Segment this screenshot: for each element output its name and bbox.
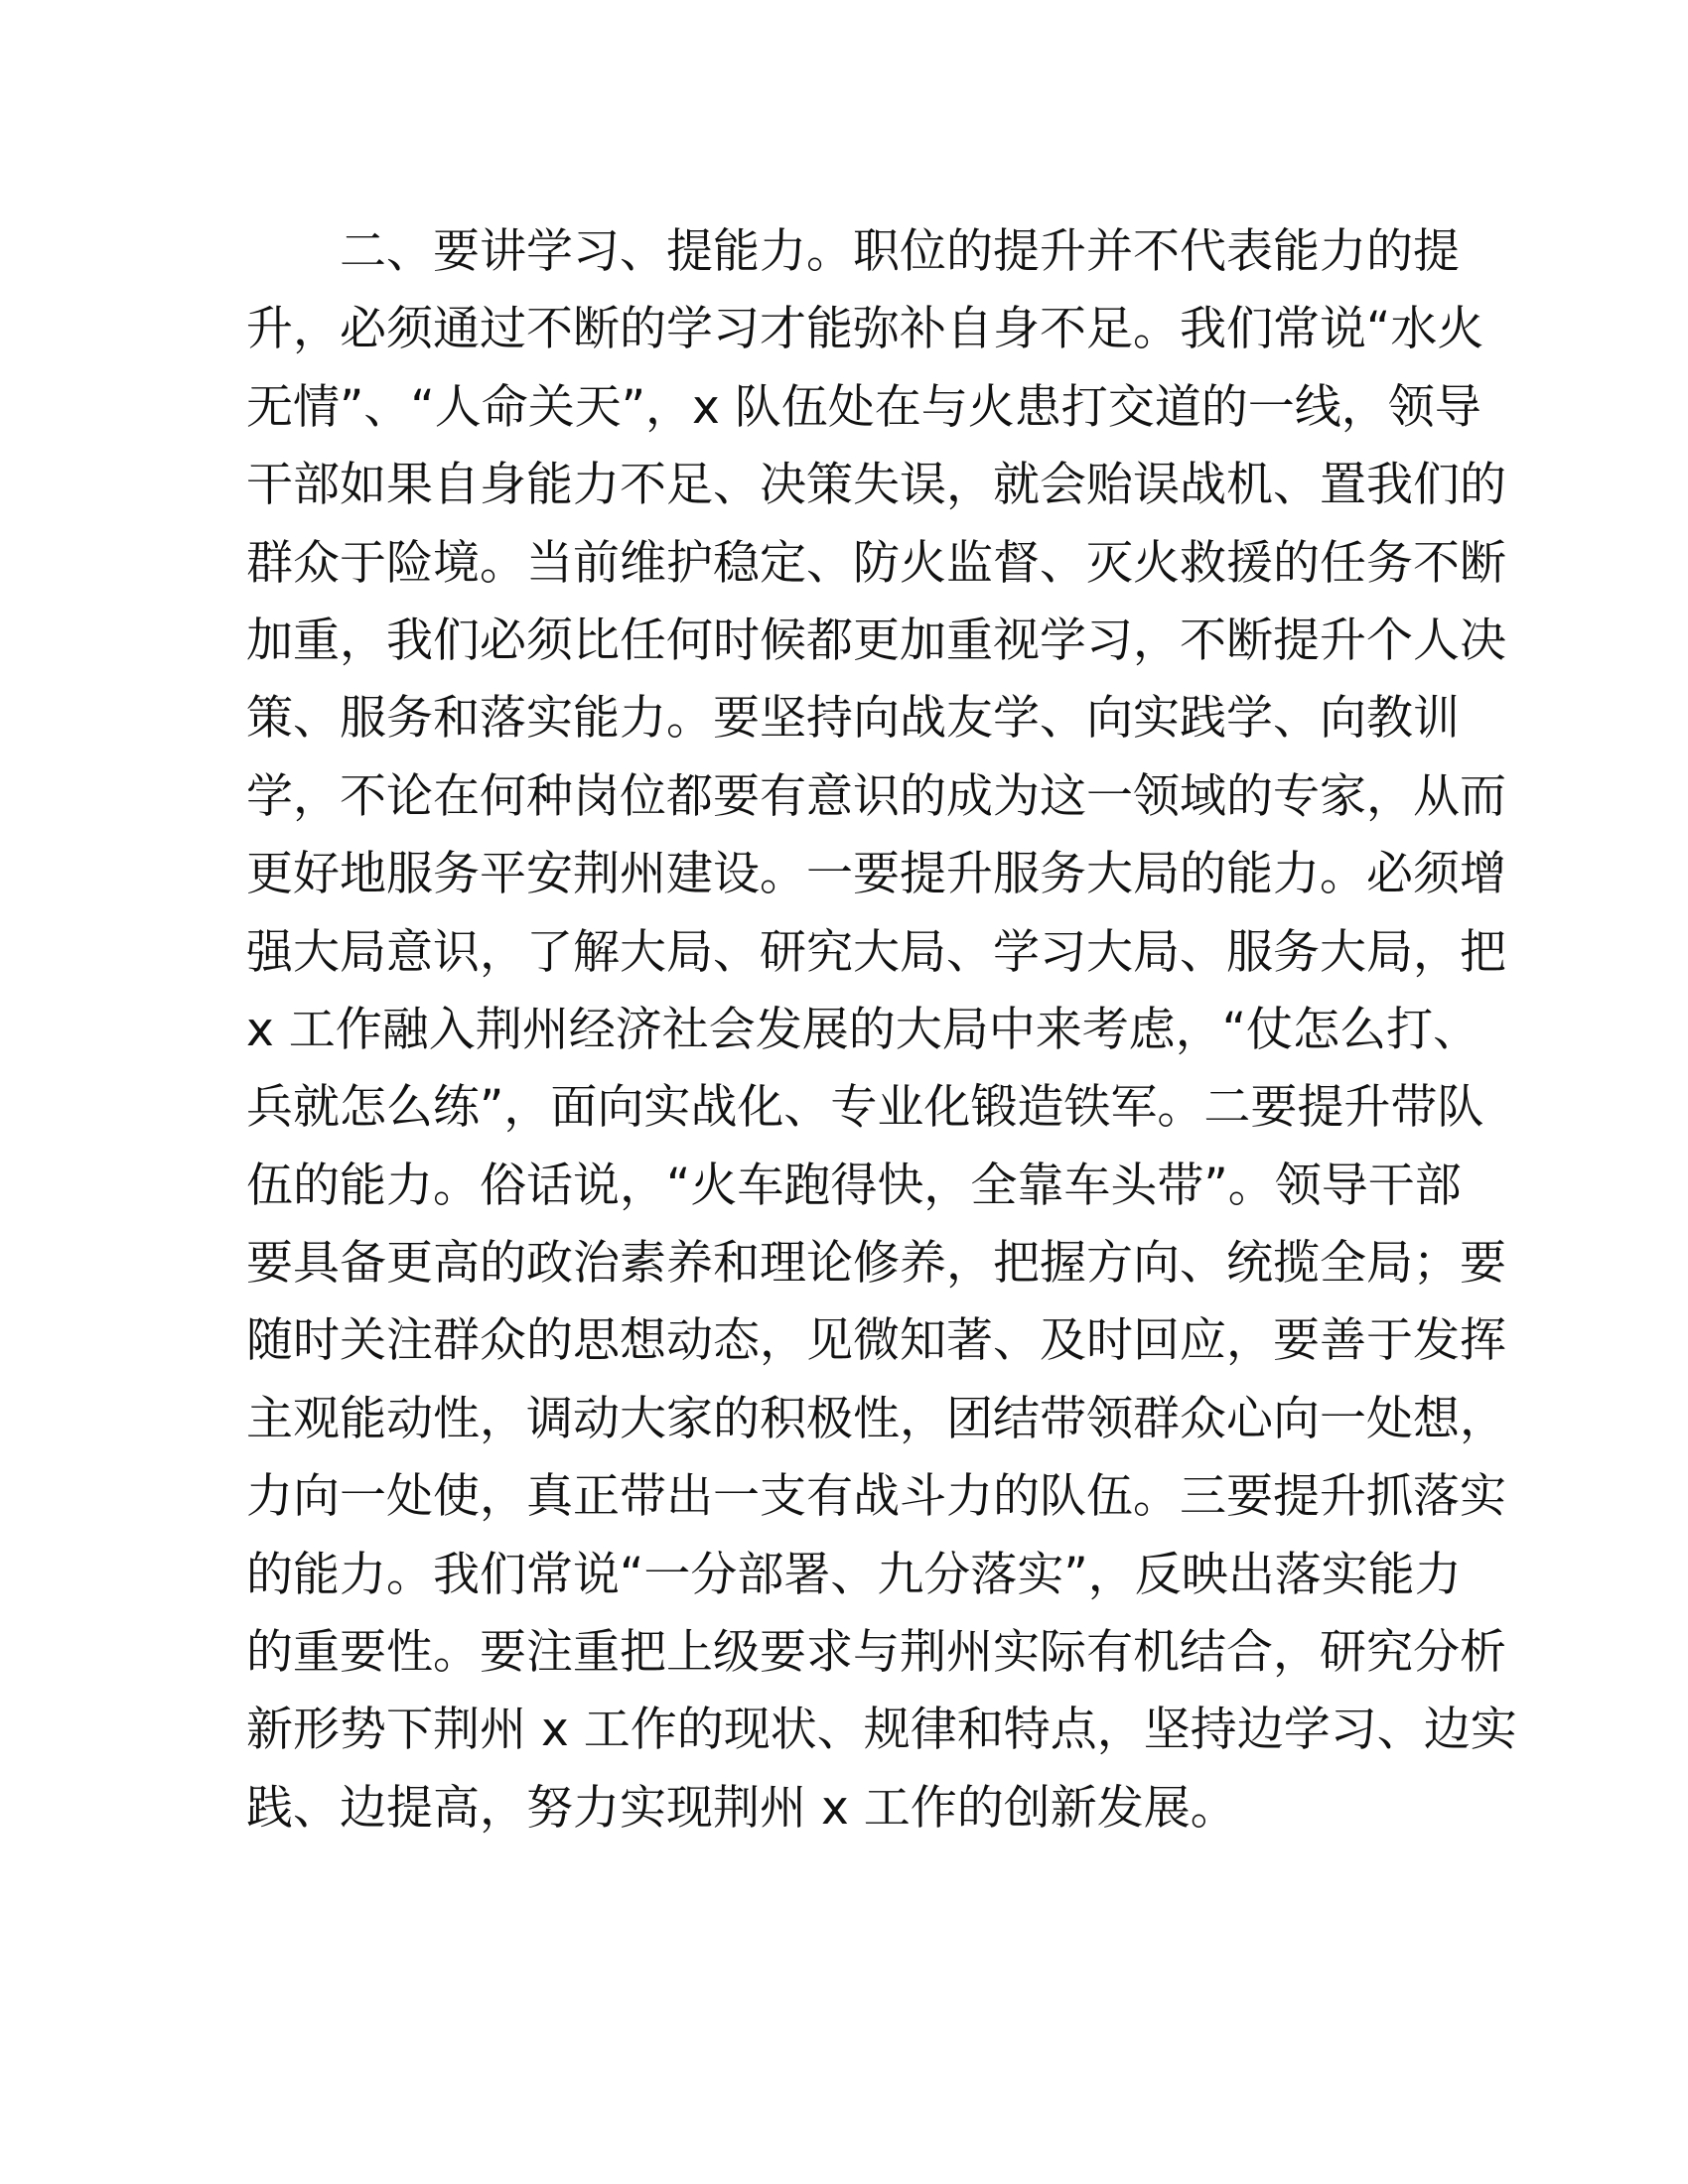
body-paragraph: [246, 213, 1517, 1847]
paragraph-line-13: 伍的能力。俗话说，“火车跑得快，全靠车头带”。领导干部: [246, 1158, 1462, 1213]
paragraph-line-17: 力向一处使，真正带出一支有战斗力的队伍。三要提升抓落实: [246, 1469, 1506, 1525]
paragraph-line-1: 二、要讲学习、提能力。职位的提升并不代表能力的提: [340, 224, 1460, 279]
paragraph-line-8: 学，不论在何种岗位都要有意识的成为这一领域的专家，从而: [246, 768, 1506, 824]
paragraph-line-7: 策、服务和落实能力。要坚持向战友学、向实践学、向教训: [246, 691, 1460, 747]
paragraph-line-16: 主观能动性，调动大家的积极性，团结带领群众心向一处想，: [246, 1391, 1506, 1446]
paragraph-line-20: 新形势下荆州 x 工作的现状、规律和特点，坚持边学习、边实: [246, 1703, 1517, 1758]
paragraph-line-18: 的能力。我们常说“一分部署、九分落实”，反映出落实能力: [246, 1547, 1462, 1602]
paragraph-line-5: 群众于险境。当前维护稳定、防火监督、灭火救援的任务不断: [246, 535, 1506, 591]
paragraph-line-14: 要具备更高的政治素养和理论修养，把握方向、统揽全局；要: [246, 1236, 1506, 1292]
paragraph-line-10: 强大局意识，了解大局、研究大局、学习大局、服务大局，把: [246, 924, 1506, 980]
paragraph-line-3: 无情”、“人命关天”，x 队伍处在与火患打交道的一线，领导: [246, 379, 1481, 435]
paragraph-line-19: 的重要性。要注重把上级要求与荆州实际有机结合，研究分析: [246, 1625, 1506, 1681]
paragraph-line-11: x 工作融入荆州经济社会发展的大局中来考虑，“仗怎么打、: [246, 1002, 1480, 1057]
paragraph-line-4: 干部如果自身能力不足、决策失误，就会贻误战机、置我们的: [246, 458, 1506, 513]
paragraph-line-12: 兵就怎么练”，面向实战化、专业化锻造铁军。二要提升带队: [246, 1080, 1484, 1136]
paragraph-line-2: 升，必须通过不断的学习才能弥补自身不足。我们常说“水火: [246, 302, 1484, 357]
paragraph-line-15: 随时关注群众的思想动态，见微知著、及时回应，要善于发挥: [246, 1313, 1506, 1369]
paragraph-line-9: 更好地服务平安荆州建设。一要提升服务大局的能力。必须增: [246, 847, 1506, 902]
paragraph-line-6: 加重，我们必须比任何时候都更加重视学习，不断提升个人决: [246, 613, 1506, 668]
paragraph-line-21: 践、边提高，努力实现荆州 x 工作的创新发展。: [246, 1780, 1237, 1836]
